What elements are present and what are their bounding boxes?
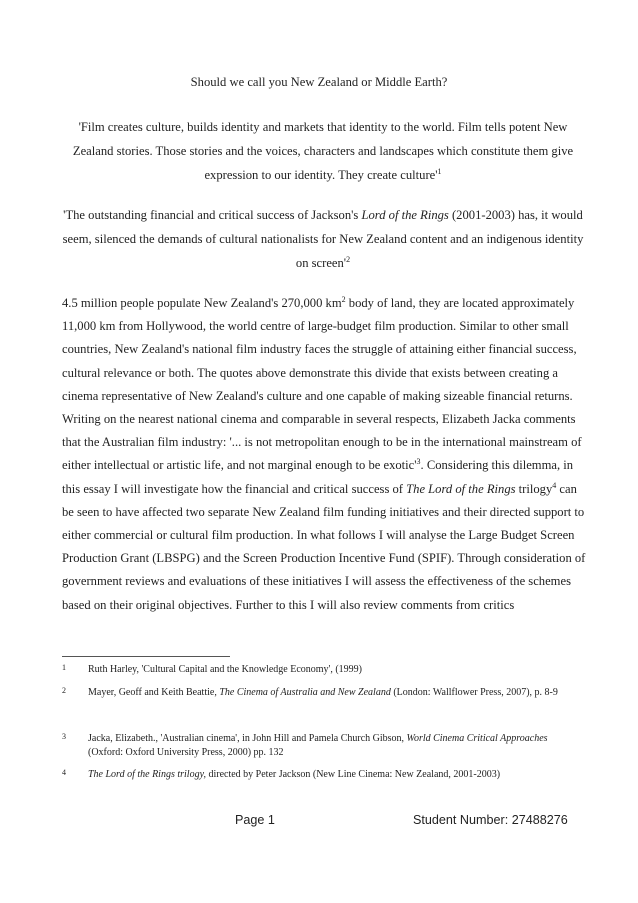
footnote-number: 1 <box>62 663 66 672</box>
footnote-text: (Oxford: Oxford University Press, 2000) pp. 132 <box>88 747 284 758</box>
quote-1-text: 'Film creates culture, builds identity and markets that identity to the world. Film tells potent New Zealand stories. Those stories and the voices, characters and landscapes which constitute them give expression to our identity. They create culture' <box>72 120 574 182</box>
footnote-3 <box>62 732 582 760</box>
footnote-text: Jacka, Elizabeth., 'Australian cinema', in John Hill and Pamela Church Gibson, <box>88 733 407 744</box>
footnote-2 <box>62 686 582 700</box>
superscript-squared: 2 <box>341 294 346 304</box>
body-text-part: . Considering this dilemma, in this essay I will investigate how the financial and critical success of <box>62 458 574 496</box>
epigraph-quote-2 <box>62 203 584 275</box>
footnote-text: directed by Peter Jackson (New Line Cinema: New Zealand, 2001-2003) <box>205 769 501 780</box>
body-text-part: trilogy <box>515 481 553 496</box>
quote-2-film-title: Lord of the Rings <box>361 208 449 222</box>
footnote-4 <box>62 768 582 782</box>
footnote-text: Mayer, Geoff and Keith Beattie, <box>88 687 220 698</box>
footnote-number: 3 <box>62 732 66 741</box>
footnote-text: Ruth Harley, 'Cultural Capital and the Knowledge Economy', (1999) <box>88 664 363 675</box>
footnote-text: (London: Wallflower Press, 2007), p. 8-9 <box>390 687 558 698</box>
footnote-book-title: The Cinema of Australia and New Zealand <box>219 687 391 698</box>
body-text-part: 4.5 million people populate New Zealand's 270,000 km <box>62 296 342 310</box>
quote-2-text-before: 'The outstanding financial and critical success of Jackson's <box>63 208 362 222</box>
body-text-part: body of land, they are located approximately 11,000 km from Hollywood, the world centre of large-budget film production. Similar to other small countries, New Zealand's national film industry faces the struggle of attaining either financial success, cultural relevance or both. The quotes above demonstrate this divide that exists between creating a cinema representative of New Zealand's culture and one capable of making sizeable financial returns. Writing on the nearest national cinema and comparable in several respects, Elizabeth Jacka comments that the Australian film industry: '... is not metropolitan enough to be in the international mainstream of either intellectual or artistic life, and not marginal enough to be exotic' <box>62 296 582 473</box>
quote-2-text-after: (2001-2003) has, it would seem, silenced the demands of cultural nationalists for New Zealand content and an indigenous identity on screen' <box>62 208 584 270</box>
footnote-film-title: The Lord of the Rings trilogy, <box>88 769 206 780</box>
footnote-ref-3: 3 <box>416 457 421 467</box>
footnote-number: 4 <box>62 768 66 777</box>
footnote-ref-2: 2 <box>346 254 351 264</box>
footnote-ref-1: 1 <box>437 166 442 176</box>
film-title: The Lord of the Rings <box>406 481 516 496</box>
essay-title: Should we call you New Zealand or Middle Earth? <box>190 75 448 89</box>
footnote-1 <box>62 663 582 677</box>
footnote-book-title: World Cinema Critical Approaches <box>406 733 548 744</box>
footnote-ref-4: 4 <box>552 480 557 490</box>
body-text-part: can be seen to have affected two separate New Zealand film funding initiatives and their directed support to either commercial or cultural film production. In what follows I will analyse the Large Budget Screen Production Grant (LBSPG) and the Screen Production Incentive Fund (SPIF). Through consideration of government reviews and evaluations of these initiatives I will assess the effectiveness of the schemes based on their original objectives. Further to this I will also review comments from critics <box>62 481 586 612</box>
epigraph-quote-1 <box>62 115 584 187</box>
footnote-separator <box>62 656 230 657</box>
student-number: Student Number: 27488276 <box>413 813 568 827</box>
page-number: Page 1 <box>235 813 275 827</box>
body-paragraph <box>62 292 586 617</box>
footnote-number: 2 <box>62 686 66 695</box>
